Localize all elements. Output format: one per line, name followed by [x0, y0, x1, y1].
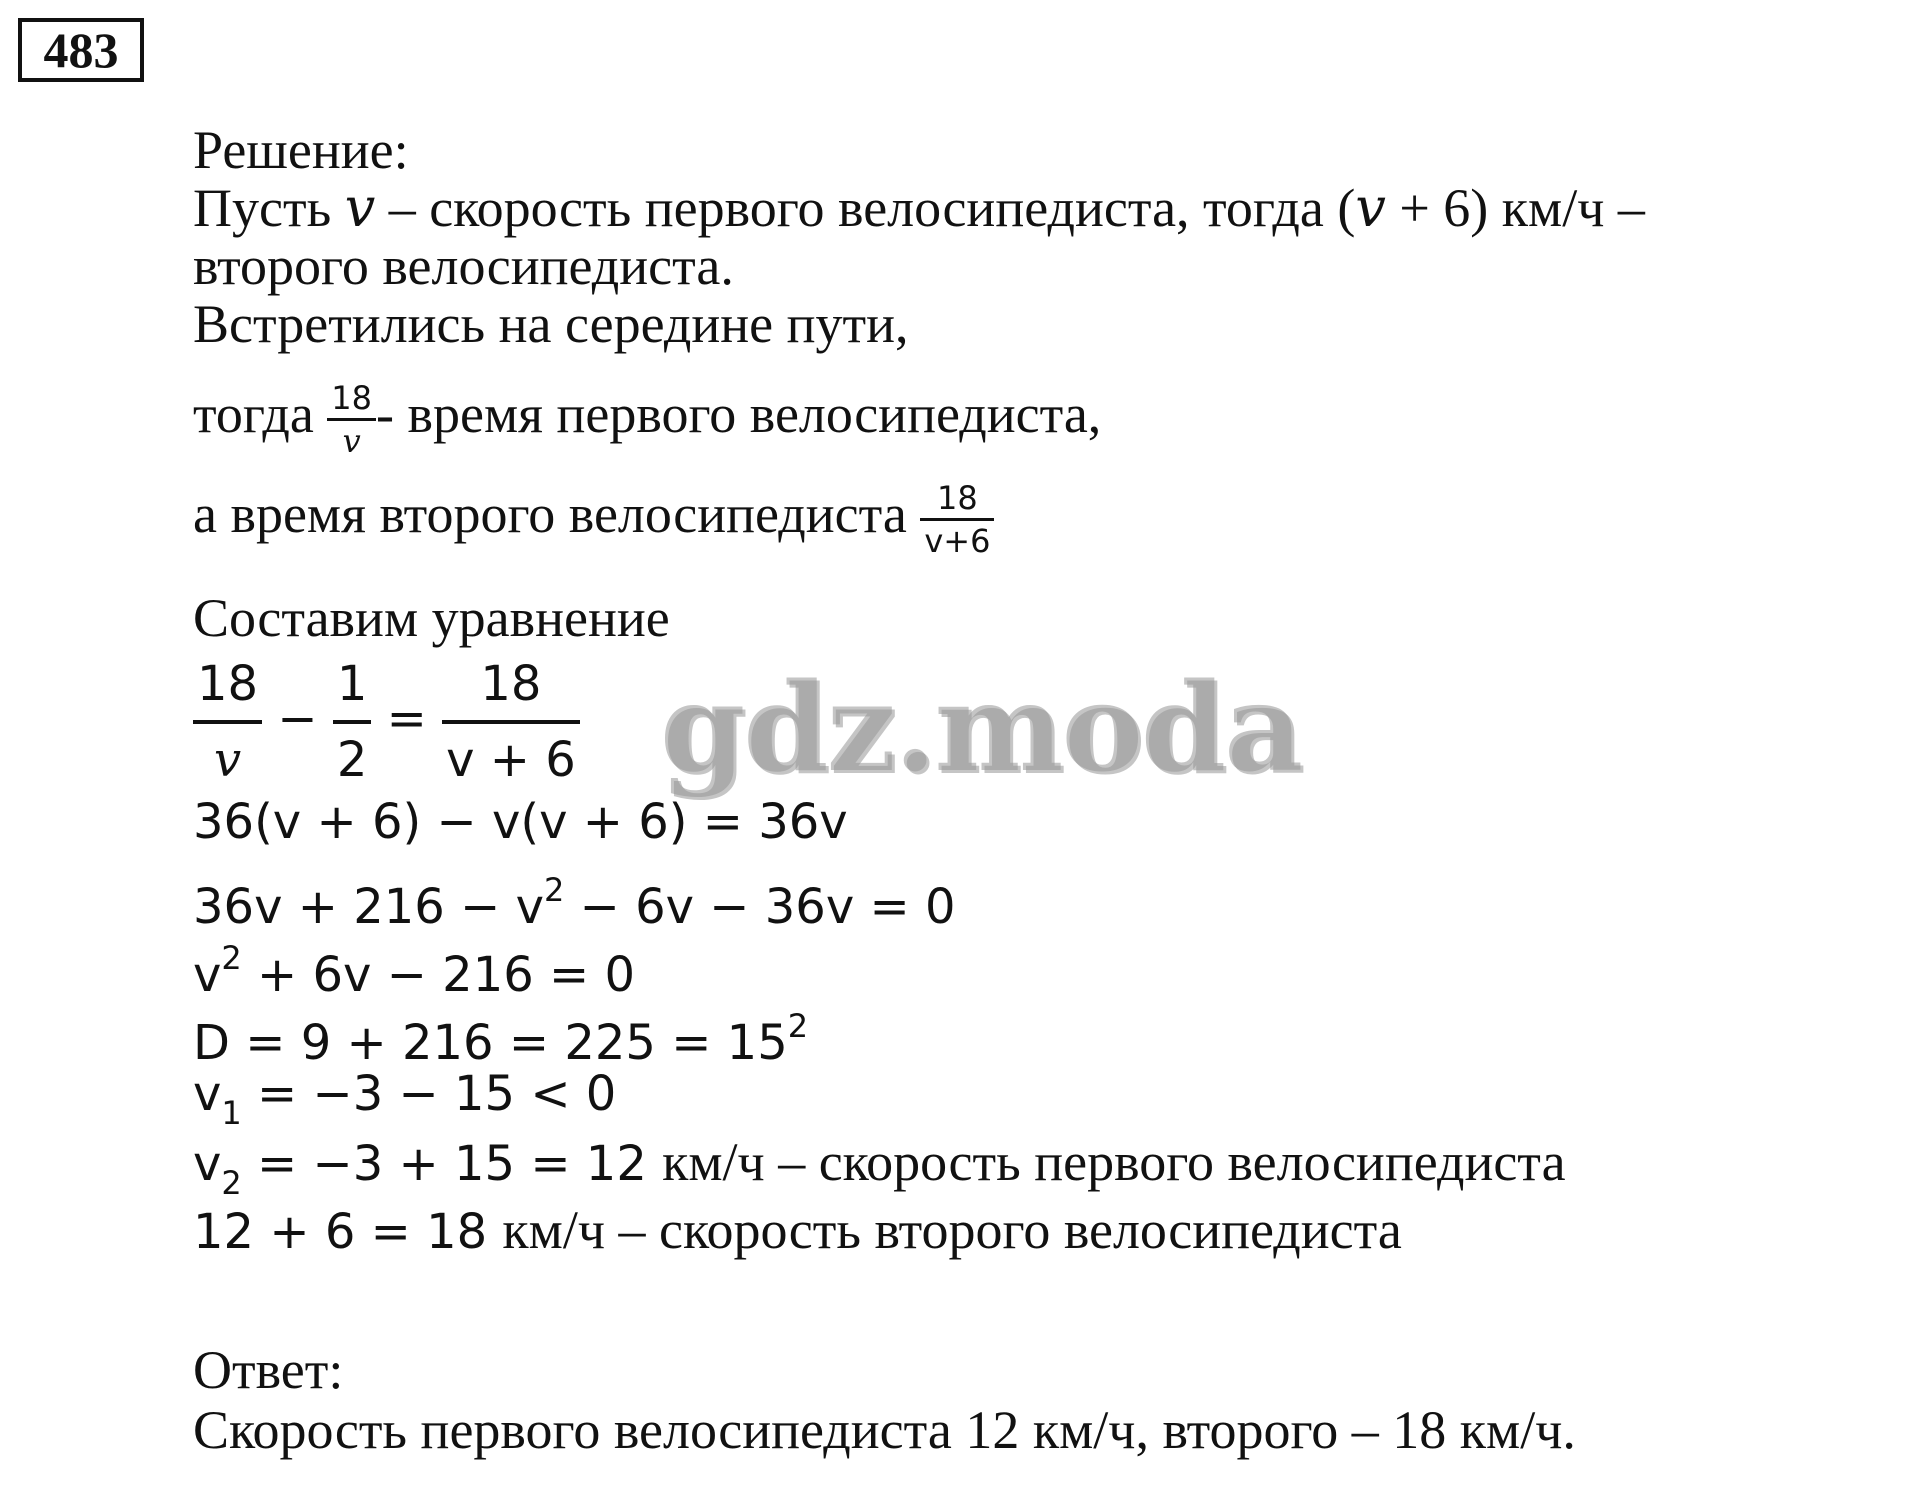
- fraction-denominator: v: [342, 422, 361, 460]
- problem-number: 483: [18, 18, 144, 82]
- watermark-logo: gdz.moda: [660, 655, 1302, 799]
- fraction-18-over-v-plus-6: [920, 478, 994, 561]
- equation: [193, 648, 580, 796]
- variable-v: v: [1355, 176, 1386, 239]
- superscript: 2: [221, 939, 242, 977]
- math-fragment: v: [193, 947, 222, 1003]
- equation-fraction-1: [193, 648, 262, 796]
- equation-fraction-3: [442, 648, 580, 796]
- equation-fraction-2: [333, 648, 372, 796]
- text-fragment: - время первого велосипедиста,: [376, 383, 1102, 444]
- text-line-1: [193, 178, 1645, 238]
- fraction-denominator: v+6: [924, 522, 991, 560]
- math-fragment: = −3 + 15 = 12: [241, 1136, 663, 1192]
- answer-heading: Ответ:: [193, 1340, 344, 1400]
- fraction-denominator: 2: [336, 732, 368, 788]
- math-fragment: − 6v − 36v = 0: [564, 879, 956, 935]
- text-line-4: [193, 378, 1101, 461]
- variable-v: v: [344, 176, 376, 239]
- math-line-7: [193, 1200, 1402, 1262]
- superscript: 2: [787, 1007, 809, 1045]
- text-line-3: Встретились на середине пути,: [193, 294, 909, 354]
- subscript: 2: [221, 1164, 242, 1202]
- math-fragment: = −3 − 15 < 0: [241, 1066, 617, 1122]
- fraction-numerator: 18: [193, 648, 262, 724]
- text-fragment: тогда: [193, 383, 328, 444]
- answer-text: Скорость первого велосипедиста 12 км/ч, второго – 18 км/ч.: [193, 1400, 1576, 1460]
- math-fragment: D = 9 + 216 = 225 = 15: [193, 1015, 788, 1071]
- text-fragment: а время второго велосипедиста: [193, 483, 921, 544]
- text-line-5: [193, 478, 994, 561]
- fraction-numerator: 18: [327, 378, 376, 421]
- math-line-2: [193, 860, 956, 937]
- superscript: 2: [543, 871, 565, 909]
- math-fragment: 36v + 216 − v: [193, 879, 544, 935]
- math-line-3: [193, 928, 635, 1005]
- fraction-numerator: 1: [333, 648, 372, 724]
- text-fragment: + 6) км/ч –: [1385, 178, 1645, 238]
- fraction-denominator: v + 6: [446, 732, 576, 788]
- text-fragment: км/ч – скорость первого велосипедиста: [662, 1132, 1566, 1192]
- text-fragment: Пусть: [193, 178, 345, 238]
- fraction-numerator: 18: [442, 648, 580, 724]
- text-fragment: – скорость первого велосипедиста, тогда (: [375, 178, 1356, 238]
- math-line-1: 36(v + 6) − v(v + 6) = 36v: [193, 794, 848, 850]
- fraction-denominator: v: [213, 732, 242, 788]
- math-fragment: + 6v − 216 = 0: [241, 947, 636, 1003]
- subscript: 1: [221, 1094, 242, 1132]
- fraction-18-over-v: [327, 378, 376, 461]
- math-fragment: 12 + 6 = 18: [193, 1204, 503, 1260]
- operator-equals: =: [371, 691, 443, 747]
- text-line-6: Составим уравнение: [193, 588, 670, 648]
- fraction-numerator: 18: [920, 478, 994, 521]
- operator-minus: −: [262, 691, 333, 747]
- solution-heading: Решение:: [193, 120, 409, 180]
- text-line-2: второго велосипедиста.: [193, 236, 734, 296]
- math-fragment: v: [193, 1066, 222, 1122]
- math-fragment: v: [193, 1136, 222, 1192]
- math-line-4: [193, 996, 808, 1073]
- text-fragment: км/ч – скорость второго велосипедиста: [502, 1200, 1402, 1260]
